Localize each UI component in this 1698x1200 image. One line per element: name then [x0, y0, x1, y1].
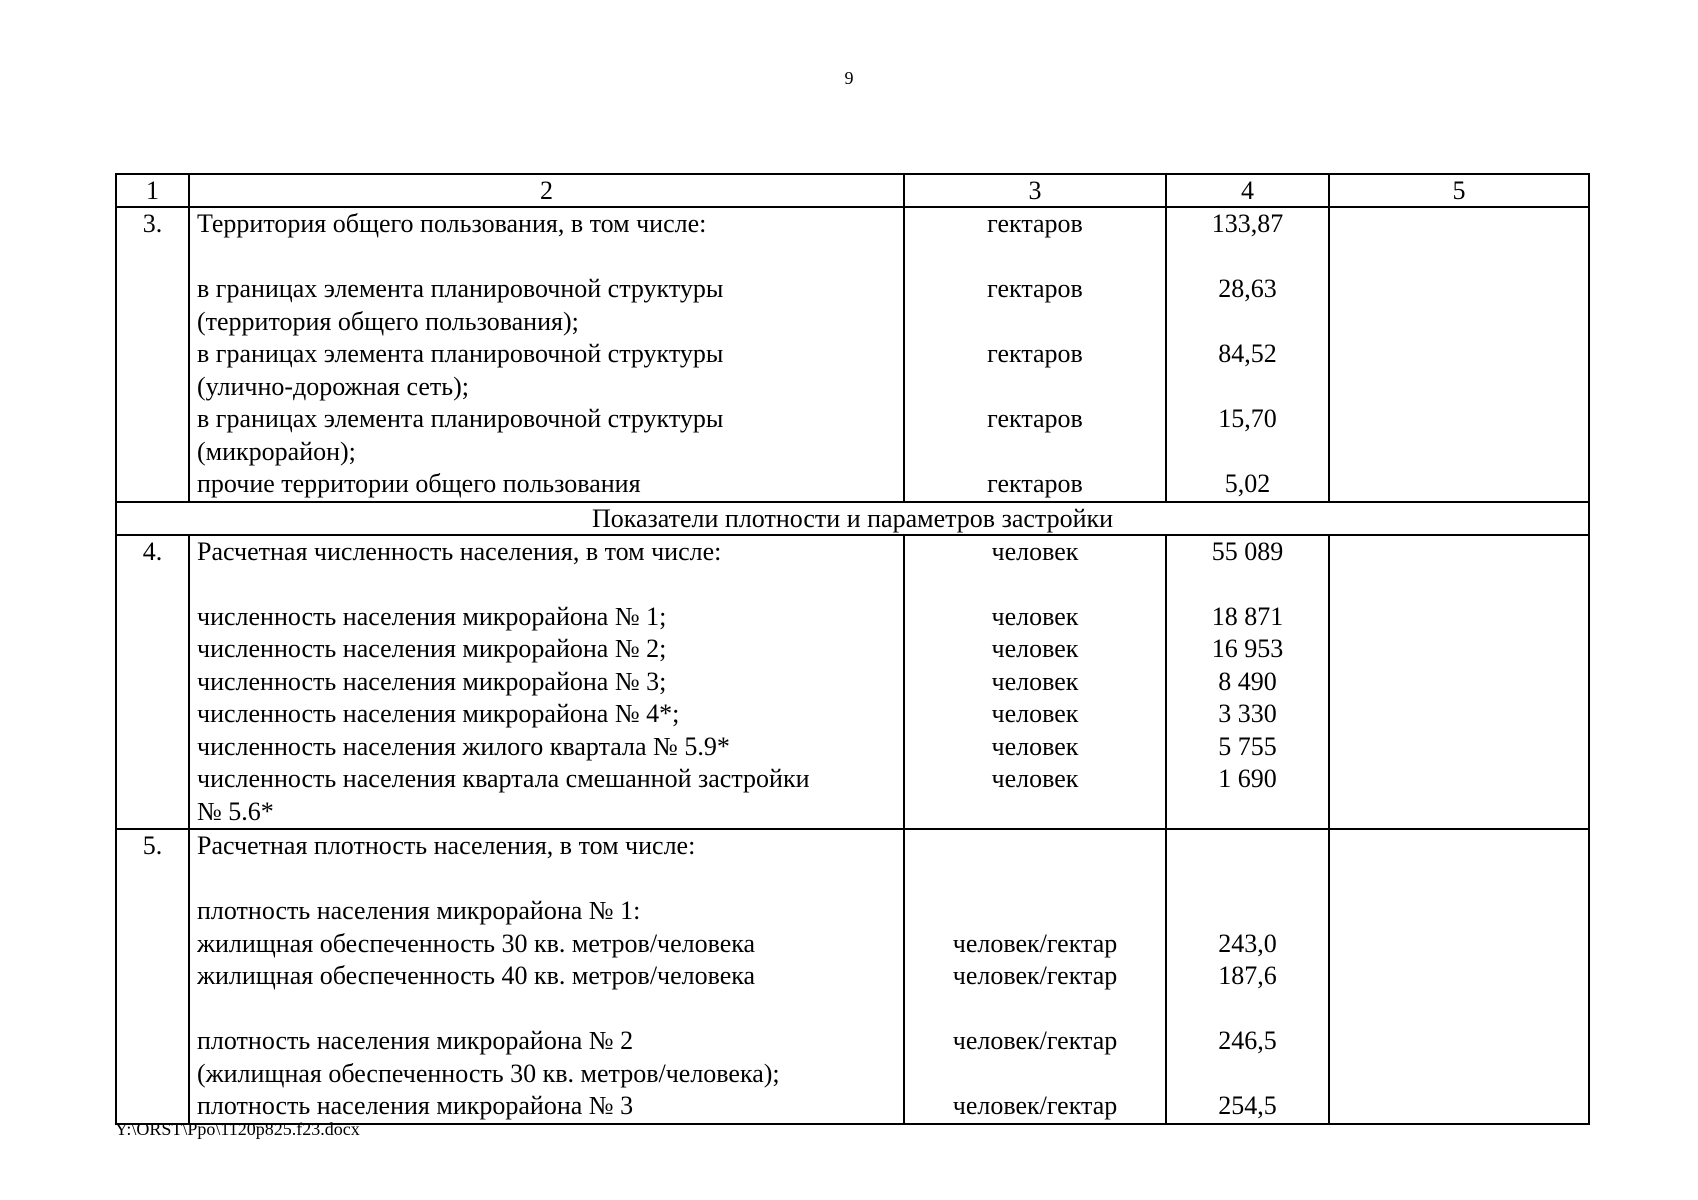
- unit-cell: человек/гектар: [952, 1026, 1118, 1055]
- header-col-4: 4: [1166, 174, 1329, 207]
- description-line: численность населения микрорайона № 2;: [197, 634, 667, 663]
- description-line: численность населения микрорайона № 3;: [197, 666, 667, 696]
- description-line: в границах элемента планировочной структуры: [197, 274, 724, 303]
- unit-cell: [905, 1058, 1165, 1091]
- value-cell: 15,70: [1218, 404, 1277, 433]
- unit-cell: гектаров: [987, 404, 1083, 433]
- section-row: [116, 502, 1589, 535]
- description-line: (улично-дорожная сеть);: [197, 371, 470, 401]
- description-line: жилищная обеспеченность 30 кв. метров/человека: [197, 928, 756, 958]
- unit-cell: гектаров: [987, 274, 1083, 303]
- unit-cell: человек: [991, 699, 1079, 728]
- row-notes: [1329, 207, 1589, 502]
- footer-file-path: Y:\ORST\Ppo\1120p825.f23.docx: [115, 1119, 360, 1139]
- section-title: Показатели плотности и параметров застройки: [116, 502, 1589, 535]
- unit-cell: [905, 993, 1165, 1026]
- row-number: 5.: [116, 829, 189, 1124]
- description-line: [197, 863, 903, 896]
- value-cell: 1 690: [1218, 764, 1277, 793]
- indicators-table: [115, 173, 1590, 1125]
- value-cell: 3 330: [1218, 699, 1277, 728]
- value-cell: [1167, 895, 1328, 928]
- unit-cell: человек/гектар: [952, 928, 1118, 958]
- unit-cell: человек: [991, 536, 1079, 566]
- unit-cell: человек: [991, 731, 1079, 761]
- value-cell: [1167, 306, 1328, 339]
- description-line: [197, 568, 903, 601]
- description-line: [197, 993, 903, 1026]
- value-cell: 84,52: [1218, 339, 1277, 368]
- value-cell: [1167, 436, 1328, 469]
- row-units: [904, 829, 1166, 1124]
- value-cell: [1167, 1058, 1328, 1091]
- value-cell: [1167, 796, 1328, 829]
- value-cell: 5,02: [1224, 469, 1271, 498]
- unit-cell: [905, 306, 1165, 339]
- description-line: (жилищная обеспеченность 30 кв. метров/человека);: [197, 1058, 780, 1088]
- row-description: [189, 207, 904, 502]
- description-line: (микрорайон);: [197, 436, 356, 466]
- header-col-5: 5: [1329, 174, 1589, 207]
- row-number: 4.: [116, 535, 189, 830]
- table-header-row: [116, 174, 1589, 207]
- value-cell: 16 953: [1211, 634, 1284, 663]
- unit-cell: человек: [991, 634, 1079, 663]
- description-line: жилищная обеспеченность 40 кв. метров/человека: [197, 961, 756, 990]
- row-number: 3.: [116, 207, 189, 502]
- description-line: в границах элемента планировочной структуры: [197, 339, 724, 368]
- value-cell: [1167, 993, 1328, 1026]
- unit-cell: [905, 895, 1165, 928]
- row-units: [904, 535, 1166, 830]
- description-line: прочие территории общего пользования: [197, 469, 641, 498]
- description-line: № 5.6*: [197, 796, 274, 826]
- unit-cell: человек/гектар: [952, 961, 1118, 990]
- row-values: [1166, 207, 1329, 502]
- description-line: численность населения микрорайона № 4*;: [197, 699, 680, 728]
- row-notes: [1329, 535, 1589, 830]
- value-cell: 187,6: [1218, 961, 1277, 990]
- header-col-1: 1: [116, 174, 189, 207]
- description-line: численность населения квартала смешанной застройки: [197, 764, 810, 793]
- description-line: Расчетная численность населения, в том числе:: [197, 536, 722, 566]
- unit-cell: [905, 371, 1165, 404]
- description-line: плотность населения микрорайона № 3: [197, 1091, 634, 1120]
- row-values: [1166, 535, 1329, 830]
- description-line: плотность населения микрорайона № 2: [197, 1026, 634, 1055]
- table-row-3: [116, 207, 1589, 502]
- value-cell: 133,87: [1211, 209, 1284, 238]
- description-line: [197, 241, 903, 274]
- unit-cell: гектаров: [987, 209, 1083, 238]
- description-line: Расчетная плотность населения, в том числе:: [197, 831, 696, 860]
- value-cell: 5 755: [1218, 731, 1277, 761]
- unit-cell: человек: [991, 764, 1079, 793]
- unit-cell: человек: [991, 601, 1079, 631]
- value-cell: [1167, 863, 1328, 896]
- value-cell: 254,5: [1218, 1091, 1277, 1120]
- value-cell: [1167, 241, 1328, 274]
- value-cell: [1167, 568, 1328, 601]
- row-description: [189, 535, 904, 830]
- unit-cell: [905, 241, 1165, 274]
- unit-cell: гектаров: [987, 339, 1083, 368]
- unit-cell: [905, 568, 1165, 601]
- unit-cell: гектаров: [987, 469, 1083, 498]
- header-col-3: 3: [904, 174, 1166, 207]
- value-cell: 28,63: [1218, 274, 1277, 303]
- value-cell: 243,0: [1218, 928, 1277, 958]
- value-cell: 55 089: [1211, 536, 1284, 566]
- description-line: численность населения микрорайона № 1;: [197, 601, 667, 631]
- row-description: [189, 829, 904, 1124]
- unit-cell: [905, 863, 1165, 896]
- description-line: в границах элемента планировочной структуры: [197, 404, 724, 433]
- page-number: 9: [844, 68, 854, 88]
- header-col-2: 2: [189, 174, 904, 207]
- description-line: Территория общего пользования, в том числе:: [197, 209, 707, 238]
- description-line: плотность населения микрорайона № 1:: [197, 896, 641, 925]
- description-line: (территория общего пользования);: [197, 306, 579, 336]
- unit-cell: человек/гектар: [952, 1091, 1118, 1120]
- unit-cell: [905, 830, 1165, 863]
- unit-cell: [905, 436, 1165, 469]
- value-cell: 18 871: [1211, 601, 1284, 631]
- value-cell: [1167, 830, 1328, 863]
- unit-cell: [905, 796, 1165, 829]
- table-row-5: [116, 829, 1589, 1124]
- value-cell: 8 490: [1218, 666, 1277, 696]
- value-cell: 246,5: [1218, 1026, 1277, 1055]
- unit-cell: человек: [991, 666, 1079, 696]
- value-cell: [1167, 371, 1328, 404]
- row-units: [904, 207, 1166, 502]
- row-values: [1166, 829, 1329, 1124]
- description-line: численность населения жилого квартала № 5.9*: [197, 731, 730, 761]
- table-row-4: [116, 535, 1589, 830]
- row-notes: [1329, 829, 1589, 1124]
